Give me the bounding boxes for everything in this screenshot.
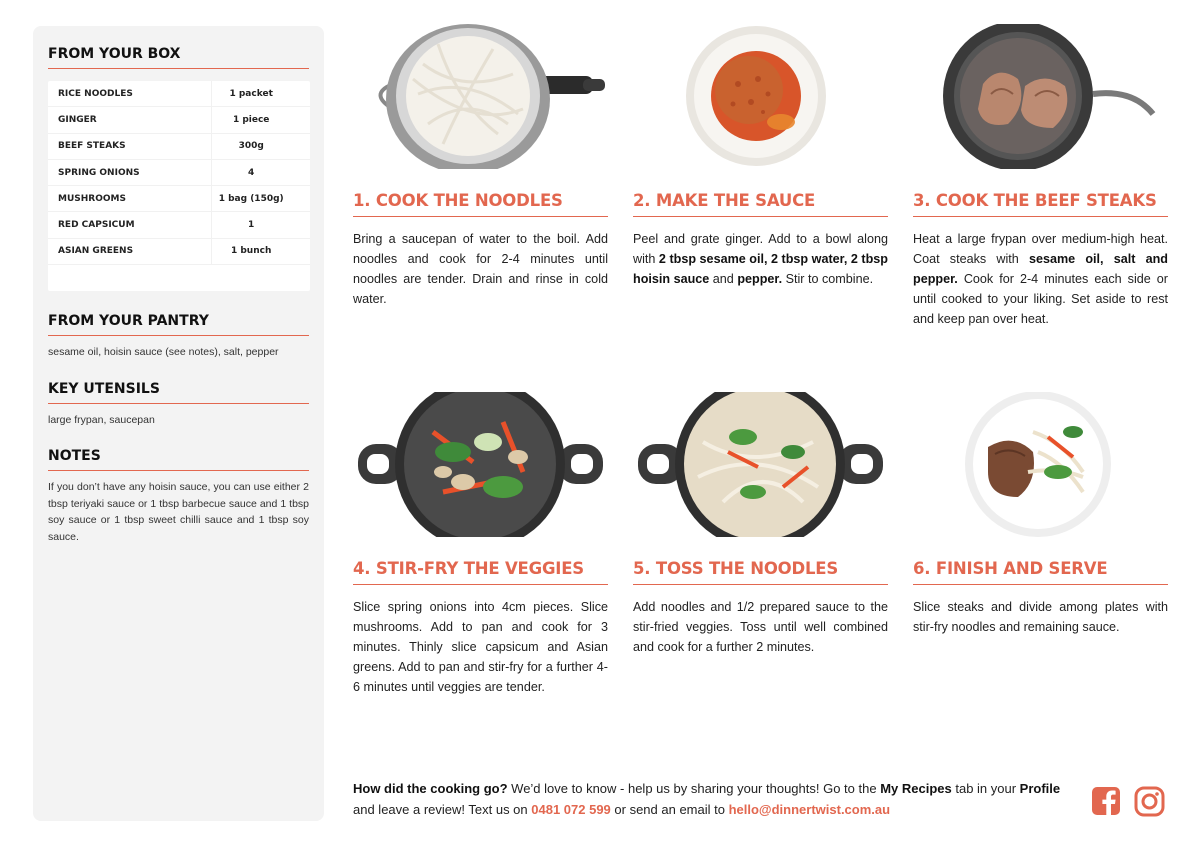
step-text — [633, 597, 888, 657]
step-1 — [353, 24, 608, 309]
ingredient-row — [48, 212, 310, 238]
bold-text: sesame oil, salt and pepper. — [913, 252, 1168, 286]
text-run: Bring a saucepan of water to the boil. Add noodles and cook for 2-4 minutes until noodles are tender. Drain and rinse in cold water. — [353, 232, 608, 306]
bold-text: pepper. — [737, 272, 783, 286]
step-4 — [353, 392, 608, 697]
text-run: Heat a large frypan over medium-high heat. Coat steaks with — [913, 232, 1168, 266]
notes-text: If you don’t have any hoisin sauce, you can use either 2 tbsp teriyaki sauce or 1 tbsp barbecue sauce and 1 tbsp soy sauce or 1 tbsp sweet chilli sauce and 1 tbsp soy sauce. — [48, 481, 309, 543]
step-title: 1. COOK THE NOODLES — [353, 191, 608, 217]
step-text — [913, 597, 1168, 637]
bold-text: How did the cooking go? — [353, 781, 508, 796]
step-text — [633, 229, 888, 289]
ingredient-name: MUSHROOMS — [58, 193, 126, 204]
ingredient-name: ASIAN GREENS — [58, 246, 134, 257]
step-title: 2. MAKE THE SAUCE — [633, 191, 888, 217]
ingredients-sidebar — [33, 26, 324, 821]
ingredient-row — [48, 160, 310, 186]
step-5 — [633, 392, 888, 657]
ingredient-quantity: 4 — [248, 167, 255, 178]
from-your-pantry-heading: FROM YOUR PANTRY — [48, 313, 309, 336]
text-run: Add noodles and 1/2 prepared sauce to the stir-fried veggies. Toss until well combined and cook for a further 2 minutes. — [633, 600, 888, 654]
bold-text: My Recipes — [880, 781, 952, 796]
text-run: Peel and grate ginger. Add to a bowl along with — [633, 232, 888, 266]
ingredient-row — [48, 239, 310, 265]
ingredient-name: RICE NOODLES — [58, 88, 133, 99]
finished-plate-photo — [913, 392, 1168, 537]
from-your-box-heading: FROM YOUR BOX — [48, 46, 309, 69]
utensils-text: large frypan, saucepan — [48, 413, 155, 426]
step-3 — [913, 24, 1168, 329]
step-title: 4. STIR-FRY THE VEGGIES — [353, 559, 608, 585]
text-run: Slice spring onions into 4cm pieces. Slice mushrooms. Add to pan and cook for 3 minutes. Thinly slice capsicum and Asian greens. Add to pan and stir-fry for a further 4-6 minutes until veggies are tender. — [353, 600, 608, 694]
step-title: 5. TOSS THE NOODLES — [633, 559, 888, 585]
step-text — [353, 597, 608, 697]
ingredient-row — [48, 186, 310, 212]
feedback-footer — [353, 778, 1073, 820]
ingredient-quantity: 1 bunch — [230, 246, 272, 257]
pantry-section — [48, 313, 309, 361]
ingredient-name: BEEF STEAKS — [58, 141, 126, 152]
notes-section — [48, 448, 309, 545]
facebook-icon[interactable] — [1090, 785, 1122, 822]
bold-text: Profile — [1019, 781, 1061, 796]
ingredient-name: RED CAPSICUM — [58, 220, 135, 231]
key-utensils-heading: KEY UTENSILS — [48, 381, 309, 404]
notes-heading: NOTES — [48, 448, 309, 471]
text-run: Stir to combine. — [782, 272, 874, 286]
step-text — [353, 229, 608, 309]
ingredients-table — [48, 81, 310, 291]
ingredient-quantity: 1 packet — [229, 88, 273, 99]
step-text — [913, 229, 1168, 329]
text-run: Cook for 2-4 minutes each side or until cooked to your liking. Set aside to rest and keep pan over heat. — [913, 272, 1168, 326]
ingredient-row — [48, 107, 310, 133]
text-run: and leave a review! Text us on — [353, 802, 532, 817]
sauce-bowl-photo — [633, 24, 888, 169]
text-run: We’d love to know - help us by sharing your thoughts! Go to the — [507, 781, 881, 796]
ingredient-quantity: 1 piece — [232, 114, 270, 125]
contact-link[interactable]: 0481 072 599 — [531, 802, 611, 817]
text-run: or send an email to — [610, 802, 729, 817]
ingredient-row — [48, 134, 310, 160]
beef-frypan-photo — [913, 24, 1168, 169]
ingredient-quantity: 300g — [238, 141, 264, 152]
pantry-text: sesame oil, hoisin sauce (see notes), salt, pepper — [48, 346, 279, 358]
contact-link[interactable]: hello@dinnertwist.com.au — [728, 802, 891, 817]
step-title: 6. FINISH AND SERVE — [913, 559, 1168, 585]
step-title: 3. COOK THE BEEF STEAKS — [913, 191, 1168, 217]
step-6 — [913, 392, 1168, 637]
instagram-icon[interactable] — [1133, 785, 1166, 823]
text-run: and — [709, 272, 738, 286]
ingredient-row — [48, 81, 310, 107]
noodles-saucepan-photo — [353, 24, 608, 169]
ingredient-quantity: 1 bag (150g) — [218, 193, 284, 204]
ingredient-name: GINGER — [58, 114, 97, 125]
step-2 — [633, 24, 888, 289]
toss-noodles-photo — [633, 392, 888, 537]
ingredient-quantity: 1 — [248, 220, 255, 231]
utensils-section — [48, 381, 309, 429]
stir-fry-veggies-photo — [353, 392, 608, 537]
text-run: tab in your — [951, 781, 1020, 796]
text-run: Slice steaks and divide among plates with stir-fry noodles and remaining sauce. — [913, 600, 1168, 634]
bold-text: 2 tbsp sesame oil, 2 tbsp water, 2 tbsp hoisin sauce — [633, 252, 888, 286]
ingredient-name: SPRING ONIONS — [58, 167, 140, 178]
